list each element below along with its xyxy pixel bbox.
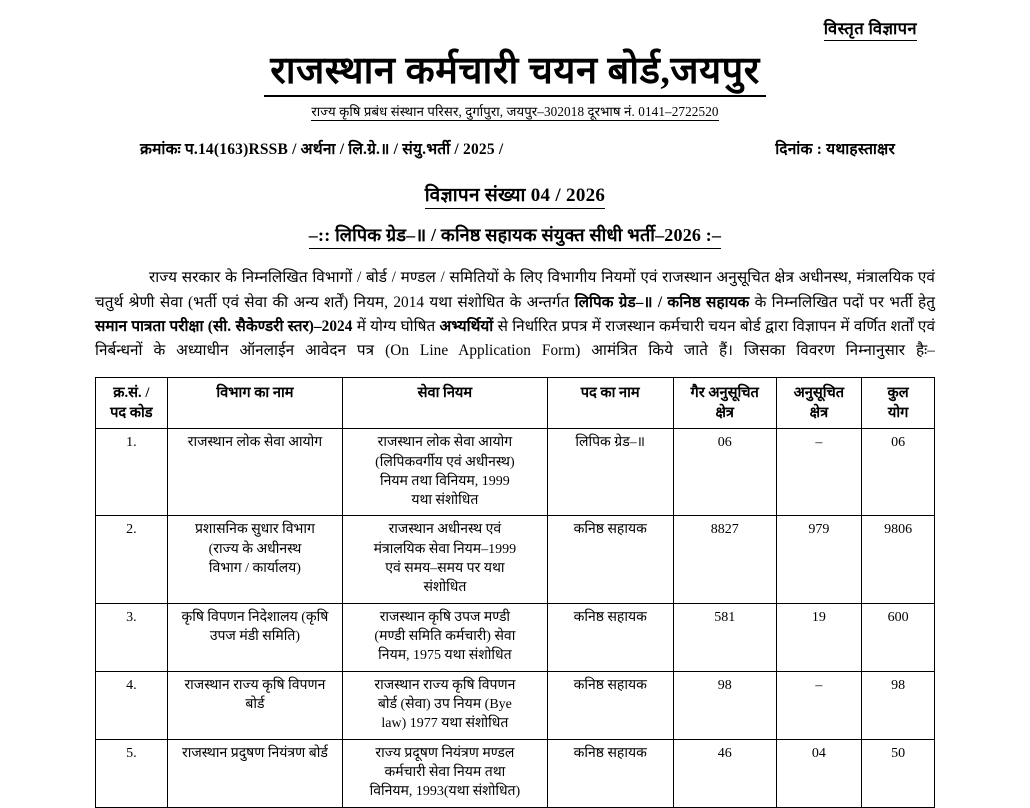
cell-line: राजस्थान प्रदुषण नियंत्रण बोर्ड — [182, 745, 328, 761]
intro-segment-1: राज्य सरकार के निम्नलिखित विभागों / बोर्ड / मण्डल / समितियों के लिए विभागीय नियमों एवं राजस्थान अनुसूचित क्षेत्र अधीनस्थ, मंत्रालयिक एवं चतुर्थ श्रेणी सेवा (भर्ती एवं सेवा की अन्य शर्तें) नियम, 2014 यथा संशोधित के अन्तर्गत — [95, 269, 935, 311]
organization-address: राज्य कृषि प्रबंध संस्थान परिसर, दुर्गापुरा, जयपुर–302018 दूरभाष नं. 0141–2722520 — [311, 104, 718, 122]
cell-service-rule — [343, 603, 547, 671]
cell-line: राजस्थान राज्य कृषि विपणन — [374, 677, 516, 693]
cell-scheduled-area-count: 979 — [776, 516, 862, 603]
col-header-line: क्षेत्र — [809, 405, 829, 422]
cell-serial-number: 5. — [96, 739, 168, 807]
table-row — [96, 739, 935, 807]
cell-line: राजस्थान लोक सेवा आयोग — [187, 435, 323, 451]
cell-service-rule — [343, 429, 547, 516]
cell-post-name — [547, 603, 673, 671]
cell-line: कृषि विपणन निदेशालय (कृषि — [181, 609, 329, 625]
col-header-serial — [96, 377, 168, 428]
cell-non-scheduled-area-count: 8827 — [673, 516, 776, 603]
cell-line: (मण्डी समिति कर्मचारी) सेवा — [374, 629, 516, 645]
detailed-advertisement-tag-row — [95, 0, 935, 41]
cell-serial-number: 1. — [96, 429, 168, 516]
cell-scheduled-area-count: – — [776, 671, 862, 739]
cell-non-scheduled-area-count: 46 — [673, 739, 776, 807]
cell-department-name — [167, 603, 343, 671]
organization-title: राजस्थान कर्मचारी चयन बोर्ड,जयपुर — [264, 50, 766, 97]
reference-date-row — [95, 137, 935, 159]
cell-line: कर्मचारी सेवा नियम तथा — [384, 764, 506, 780]
vacancy-table-wrapper — [95, 377, 935, 808]
cell-line: राजस्थान लोक सेवा आयोग — [377, 435, 513, 451]
cell-serial-number: 2. — [96, 516, 168, 603]
cell-line: कनिष्ठ सहायक — [573, 609, 647, 625]
cell-line: संशोधित — [423, 580, 467, 596]
reference-number: क्रमांकः प.14(163)RSSB / अर्थना / लि.ग्रे.॥ / संयु.भर्ती / 2025 / — [140, 141, 504, 159]
table-row — [96, 429, 935, 516]
cell-line: राजस्थान अधीनस्थ एवं — [388, 522, 502, 538]
cell-post-name — [547, 516, 673, 603]
detailed-advertisement-tag: विस्तृत विज्ञापन — [824, 20, 917, 41]
cell-service-rule — [343, 739, 547, 807]
date-label: दिनांक : यथाहस्ताक्षर — [775, 141, 895, 159]
cell-total-count: 98 — [862, 671, 935, 739]
cell-line: यथा संशोधित — [411, 493, 479, 509]
col-header-scheduled-area — [776, 377, 862, 428]
cell-line: बोर्ड — [245, 696, 265, 712]
cell-line: नियम, 1975 यथा संशोधित — [378, 648, 512, 664]
cell-scheduled-area-count: 19 — [776, 603, 862, 671]
table-header-row — [96, 377, 935, 428]
cell-service-rule — [343, 516, 547, 603]
masthead — [95, 50, 935, 121]
cell-serial-number: 3. — [96, 603, 168, 671]
table-row — [96, 671, 935, 739]
introduction-paragraph — [95, 266, 935, 363]
cell-non-scheduled-area-count: 98 — [673, 671, 776, 739]
cell-total-count: 50 — [862, 739, 935, 807]
cell-department-name — [167, 429, 343, 516]
vacancy-table-body — [96, 429, 935, 807]
cell-department-name — [167, 671, 343, 739]
intro-bold-exam-name: समान पात्रता परीक्षा (सी. सैकेण्डरी स्तर)–2024 — [95, 317, 353, 335]
cell-serial-number: 4. — [96, 671, 168, 739]
cell-line: विभाग / कार्यालय) — [208, 561, 301, 577]
cell-line: law) 1977 यथा संशोधित — [381, 716, 509, 732]
cell-line: (राज्य के अधीनस्थ — [208, 541, 302, 557]
cell-line: राज्य प्रदूषण नियंत्रण मण्डल — [375, 745, 515, 761]
vacancy-table — [95, 377, 935, 808]
cell-line: राजस्थान राज्य कृषि विपणन — [184, 677, 326, 693]
col-header-line: सेवा नियम — [417, 384, 473, 401]
cell-total-count: 9806 — [862, 516, 935, 603]
col-header-department — [167, 377, 343, 428]
cell-line: उपज मंडी समिति) — [209, 629, 301, 645]
cell-total-count: 600 — [862, 603, 935, 671]
col-header-line: पद कोड — [110, 405, 153, 422]
cell-line: कनिष्ठ सहायक — [573, 745, 647, 761]
cell-line: नियम तथा विनियम, 1999 — [380, 473, 510, 489]
cell-department-name — [167, 739, 343, 807]
col-header-line: अनुसूचित — [793, 384, 845, 401]
cell-non-scheduled-area-count: 581 — [673, 603, 776, 671]
col-header-non-scheduled-area — [673, 377, 776, 428]
col-header-line: पद का नाम — [580, 384, 640, 401]
intro-bold-candidates: अभ्यर्थियों — [439, 317, 494, 335]
cell-line: कनिष्ठ सहायक — [573, 677, 647, 693]
col-header-service-rule — [343, 377, 547, 428]
intro-segment-3: में योग्य घोषित — [352, 317, 440, 335]
vacancy-table-head — [96, 377, 935, 428]
cell-line: राजस्थान कृषि उपज मण्डी — [379, 609, 511, 625]
cell-department-name — [167, 516, 343, 603]
cell-line: एवं समय–समय पर यथा — [385, 561, 505, 577]
cell-post-name — [547, 671, 673, 739]
cell-line: विनियम, 1993(यथा संशोधित) — [369, 784, 521, 800]
intro-segment-2: के निम्नलिखित पदों पर भर्ती हेतु — [749, 293, 935, 311]
cell-post-name — [547, 739, 673, 807]
cell-line: बोर्ड (सेवा) उप नियम (Bye — [377, 696, 512, 712]
cell-line: (लिपिकवर्गीय एवं अधीनस्थ) — [375, 454, 515, 470]
col-header-post-name — [547, 377, 673, 428]
col-header-line: क्र.सं. / — [113, 384, 150, 401]
cell-line: कनिष्ठ सहायक — [573, 522, 647, 538]
intro-bold-post-name: लिपिक ग्रेड–॥ / कनिष्ठ सहायक — [574, 293, 750, 311]
cell-line: मंत्रालयिक सेवा नियम–1999 — [373, 541, 517, 557]
table-row — [96, 603, 935, 671]
col-header-line: योग — [887, 405, 909, 422]
col-header-line: विभाग का नाम — [216, 384, 294, 401]
cell-line: लिपिक ग्रेड–॥ — [575, 435, 646, 451]
cell-total-count: 06 — [862, 429, 935, 516]
col-header-line: कुल — [887, 384, 909, 401]
cell-service-rule — [343, 671, 547, 739]
col-header-total — [862, 377, 935, 428]
cell-scheduled-area-count: 04 — [776, 739, 862, 807]
cell-post-name — [547, 429, 673, 516]
table-row — [96, 516, 935, 603]
col-header-line: गैर अनुसूचित — [690, 384, 759, 401]
cell-line: प्रशासनिक सुधार विभाग — [194, 522, 315, 538]
advertisement-number-row — [95, 181, 935, 209]
advertisement-subtitle-row — [95, 223, 935, 249]
advertisement-subtitle: –:: लिपिक ग्रेड–॥ / कनिष्ठ सहायक संयुक्त सीधी भर्ती–2026 :– — [309, 223, 721, 249]
intro-segment-4: से निर्धारित प्रपत्र में राजस्थान कर्मचारी चयन बोर्ड द्वारा विज्ञापन में वर्णित शर्तों एवं निर्बन्धनों के अध्याधीन ऑनलाईन आवेदन पत्र (On Line Application Form) आमंत्रित किये जाते हैं। जिसका विवरण निम्नानुसार हैः– — [95, 317, 936, 359]
cell-non-scheduled-area-count: 06 — [673, 429, 776, 516]
cell-scheduled-area-count: – — [776, 429, 862, 516]
advertisement-number: विज्ञापन संख्या 04 / 2026 — [425, 181, 606, 209]
col-header-line: क्षेत्र — [715, 405, 734, 422]
